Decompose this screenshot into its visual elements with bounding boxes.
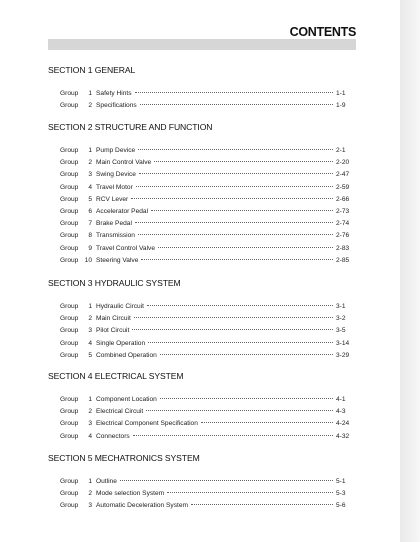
dot-leader xyxy=(191,504,333,505)
dot-leader xyxy=(201,422,333,423)
entry-number: 3 xyxy=(88,327,92,335)
entry-title: Combined Operation xyxy=(96,351,157,359)
entry-title: Steering Valve xyxy=(96,256,139,264)
entry-number: 1 xyxy=(88,90,92,97)
entry-number: 2 xyxy=(88,315,92,323)
entry-page: 2-20 xyxy=(336,159,350,167)
dot-leader xyxy=(135,92,333,93)
entry-page: 4-1 xyxy=(336,396,346,403)
toc-entry[interactable] xyxy=(48,206,358,218)
entry-page: 3-2 xyxy=(336,315,346,323)
dot-leader xyxy=(133,435,333,436)
toc-list xyxy=(48,476,358,513)
entry-number: 8 xyxy=(88,232,92,240)
dot-leader xyxy=(158,247,333,248)
entry-group: Group xyxy=(60,195,79,203)
toc-entry[interactable] xyxy=(48,338,358,350)
toc-entry[interactable] xyxy=(48,157,358,169)
dot-leader xyxy=(146,410,333,411)
entry-number: 5 xyxy=(88,195,92,203)
entry-page: 2-83 xyxy=(336,244,350,252)
entry-page: 3-14 xyxy=(336,339,350,347)
toc-entry[interactable] xyxy=(48,182,358,194)
toc-entry[interactable] xyxy=(48,218,358,230)
entry-title: Travel Motor xyxy=(96,183,133,191)
toc-entry[interactable] xyxy=(48,313,358,325)
dot-leader xyxy=(138,149,333,150)
entry-number: 4 xyxy=(88,339,92,347)
entry-title: Electrical Circuit xyxy=(96,408,144,416)
entry-page: 2-66 xyxy=(336,195,350,203)
entry-title: Component Location xyxy=(96,396,157,403)
dot-leader xyxy=(154,161,333,162)
entry-number: 4 xyxy=(88,183,92,191)
entry-number: 2 xyxy=(88,408,92,416)
entry-title: Electrical Component Specification xyxy=(96,420,198,428)
entry-group: Group xyxy=(60,408,79,416)
entry-title: Mode selection System xyxy=(96,490,165,498)
entry-group: Group xyxy=(60,244,79,252)
entry-group: Group xyxy=(60,183,79,191)
toc-entry[interactable] xyxy=(48,194,358,206)
toc-entry[interactable] xyxy=(48,350,358,362)
entry-group: Group xyxy=(60,256,79,264)
toc-entry[interactable] xyxy=(48,325,358,337)
entry-group: Group xyxy=(60,232,79,240)
entry-title: Travel Control Valve xyxy=(96,244,155,252)
entry-group: Group xyxy=(60,220,79,228)
section-title: SECTION 2 STRUCTURE AND FUNCTION xyxy=(48,122,213,132)
entry-page: 1-1 xyxy=(336,90,346,97)
toc-entry[interactable] xyxy=(48,394,358,406)
entry-number: 3 xyxy=(88,502,92,510)
entry-group: Group xyxy=(60,159,79,167)
entry-page: 5-6 xyxy=(336,502,346,510)
dot-leader xyxy=(135,222,333,223)
entry-title: Accelerator Pedal xyxy=(96,207,149,215)
entry-group: Group xyxy=(60,490,79,498)
entry-page: 2-1 xyxy=(336,147,346,154)
section-title: SECTION 3 HYDRAULIC SYSTEM xyxy=(48,278,181,288)
section-3 xyxy=(48,277,358,362)
entry-title: Specifications xyxy=(96,102,137,110)
section-1 xyxy=(48,64,358,112)
entry-page: 2-73 xyxy=(336,207,350,215)
entry-number: 7 xyxy=(88,220,92,228)
toc-entry[interactable] xyxy=(48,145,358,157)
entry-page: 3-29 xyxy=(336,351,350,359)
toc-entry[interactable] xyxy=(48,488,358,500)
dot-leader xyxy=(141,259,333,260)
entry-number: 1 xyxy=(88,396,92,403)
entry-number: 5 xyxy=(88,351,92,359)
entry-number: 3 xyxy=(88,420,92,428)
entry-group: Group xyxy=(60,315,79,323)
entry-title: RCV Lever xyxy=(96,195,129,203)
entry-group: Group xyxy=(60,432,79,440)
dot-leader xyxy=(140,104,333,105)
entry-title: Brake Pedal xyxy=(96,220,132,228)
section-4 xyxy=(48,370,358,443)
entry-page: 5-1 xyxy=(336,478,346,485)
entry-title: Transmission xyxy=(96,232,135,240)
entry-group: Group xyxy=(60,171,79,179)
entry-page: 2-76 xyxy=(336,232,350,240)
entry-group: Group xyxy=(60,90,79,97)
entry-page: 5-3 xyxy=(336,490,346,498)
toc-entry[interactable] xyxy=(48,500,358,512)
entry-number: 4 xyxy=(88,432,92,440)
dot-leader xyxy=(167,492,333,493)
entry-group: Group xyxy=(60,102,79,110)
entry-group: Group xyxy=(60,327,79,335)
entry-number: 1 xyxy=(88,147,92,154)
entry-page: 3-1 xyxy=(336,303,346,310)
entry-group: Group xyxy=(60,478,79,485)
section-title: SECTION 1 GENERAL xyxy=(48,65,136,75)
entry-number: 10 xyxy=(84,256,92,264)
entry-number: 1 xyxy=(88,478,92,485)
toc-entry[interactable] xyxy=(48,406,358,418)
toc-entry[interactable] xyxy=(48,100,358,112)
toc-entry[interactable] xyxy=(48,476,358,488)
entry-page: 4-32 xyxy=(336,432,350,440)
page-title: CONTENTS xyxy=(289,25,356,39)
entry-title: Hydraulic Circuit xyxy=(96,303,144,310)
toc-entry[interactable] xyxy=(48,230,358,242)
entry-title: Safety Hints xyxy=(96,90,132,97)
toc-entry[interactable] xyxy=(48,431,358,443)
entry-page: 4-3 xyxy=(336,408,346,416)
dot-leader xyxy=(139,173,333,174)
entry-number: 2 xyxy=(88,159,92,167)
dot-leader xyxy=(151,210,333,211)
entry-group: Group xyxy=(60,502,79,510)
toc-list xyxy=(48,301,358,362)
dot-leader xyxy=(120,480,333,481)
entry-title: Pump Device xyxy=(96,147,136,154)
entry-number: 9 xyxy=(88,244,92,252)
toc-entry[interactable] xyxy=(48,255,358,267)
entry-group: Group xyxy=(60,396,79,403)
entry-title: Automatic Deceleration System xyxy=(96,502,188,510)
entry-number: 6 xyxy=(88,207,92,215)
toc-entry[interactable] xyxy=(48,243,358,255)
toc-entry[interactable] xyxy=(48,169,358,181)
dot-leader xyxy=(148,342,333,343)
section-2 xyxy=(48,121,358,267)
entry-title: Outline xyxy=(96,478,117,485)
entry-page: 2-85 xyxy=(336,256,350,264)
section-title: SECTION 4 ELECTRICAL SYSTEM xyxy=(48,371,184,381)
toc-entry[interactable] xyxy=(48,88,358,100)
header-bar xyxy=(48,39,356,50)
entry-title: Main Circuit xyxy=(96,315,131,323)
entry-title: Single Operation xyxy=(96,339,146,347)
entry-page: 2-47 xyxy=(336,171,350,179)
entry-title: Pilot Circuit xyxy=(96,327,130,335)
toc-list xyxy=(48,394,358,443)
dot-leader xyxy=(131,198,333,199)
entry-title: Main Control Valve xyxy=(96,159,152,167)
dot-leader xyxy=(136,186,333,187)
section-title: SECTION 5 MECHATRONICS SYSTEM xyxy=(48,453,200,463)
entry-group: Group xyxy=(60,339,79,347)
entry-group: Group xyxy=(60,147,79,154)
entry-page: 1-9 xyxy=(336,102,346,110)
dot-leader xyxy=(147,305,333,306)
entry-page: 2-74 xyxy=(336,220,350,228)
page-edge-shadow xyxy=(400,0,420,542)
entry-group: Group xyxy=(60,207,79,215)
entry-title: Swing Device xyxy=(96,171,136,179)
toc-list xyxy=(48,145,358,267)
toc-entry[interactable] xyxy=(48,301,358,313)
entry-group: Group xyxy=(60,420,79,428)
entry-page: 2-59 xyxy=(336,183,350,191)
entry-page: 4-24 xyxy=(336,420,350,428)
dot-leader xyxy=(132,329,333,330)
dot-leader xyxy=(134,317,333,318)
dot-leader xyxy=(160,398,333,399)
entry-number: 2 xyxy=(88,490,92,498)
section-5 xyxy=(48,452,358,513)
toc-entry[interactable] xyxy=(48,418,358,430)
entry-title: Connectors xyxy=(96,432,130,440)
entry-number: 3 xyxy=(88,171,92,179)
entry-group: Group xyxy=(60,303,79,310)
dot-leader xyxy=(138,234,333,235)
entry-page: 3-5 xyxy=(336,327,346,335)
dot-leader xyxy=(160,354,333,355)
entry-group: Group xyxy=(60,351,79,359)
entry-number: 1 xyxy=(88,303,92,310)
toc-list xyxy=(48,88,358,112)
entry-number: 2 xyxy=(88,102,92,110)
